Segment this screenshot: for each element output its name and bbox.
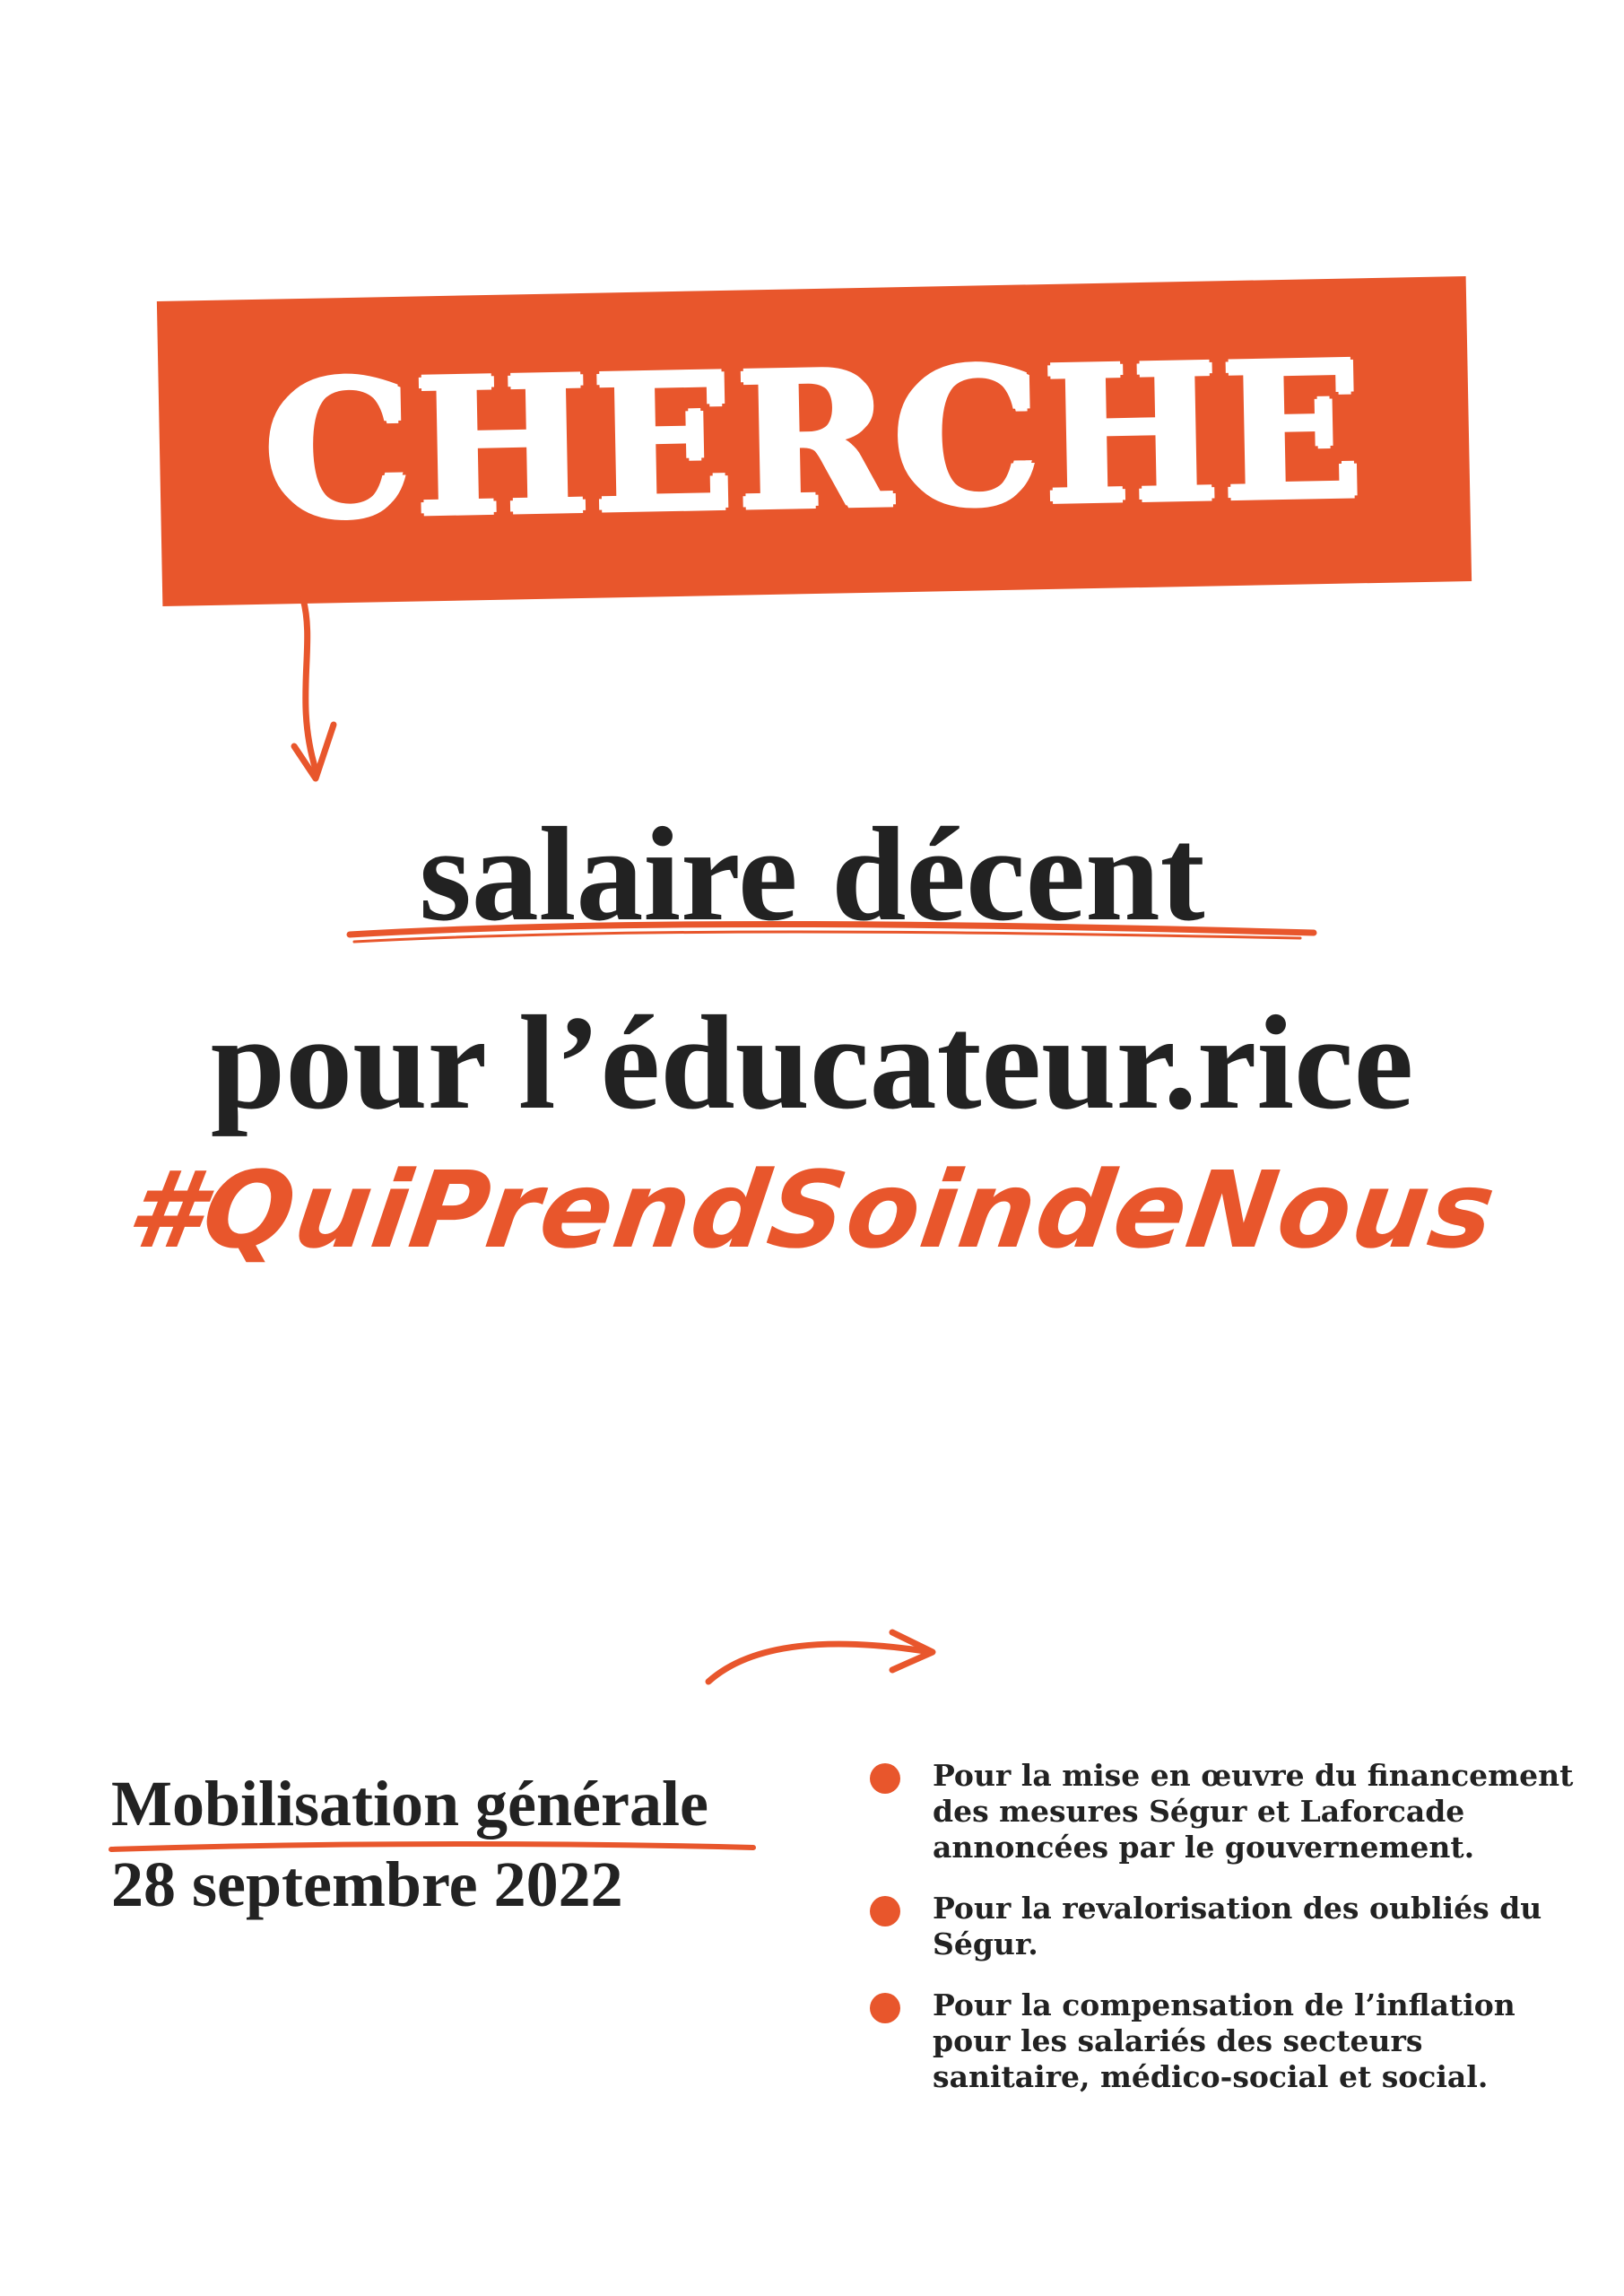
arrow-right-head-icon (892, 1632, 933, 1670)
list-item (861, 1987, 1578, 2095)
list-item-text: Pour la mise en œuvre du financement des mesures Ségur et Laforcade annoncées par le gouvernement. (933, 1758, 1574, 1865)
bullet-dot-icon (870, 1763, 900, 1794)
demands-list (861, 1758, 1578, 2120)
bullet-dot-icon (870, 1993, 900, 2023)
arrow-down-head-icon (294, 725, 334, 778)
list-item (861, 1758, 1578, 1866)
banner-title: CHERCHE (261, 321, 1368, 561)
headline-line-1: salaire décent (419, 800, 1205, 949)
arrow-down-icon (303, 599, 316, 770)
bullet-dot-icon (870, 1896, 900, 1926)
list-item (861, 1891, 1578, 1962)
headline-line-2: pour l’éducateur.rice (210, 988, 1414, 1137)
mobilisation-title: Mobilisation générale (111, 1768, 708, 1839)
list-item-text: Pour la revalorisation des oubliés du Ségur. (933, 1891, 1542, 1961)
arrow-right-icon (708, 1644, 931, 1682)
hashtag: #QuiPrendSoindeNous (120, 1148, 1504, 1272)
list-item-text: Pour la compensation de l’inflation pour les salariés des secteurs sanitaire, médico-social et social. (933, 1987, 1515, 2094)
mobilisation-date: 28 septembre 2022 (111, 1848, 623, 1920)
